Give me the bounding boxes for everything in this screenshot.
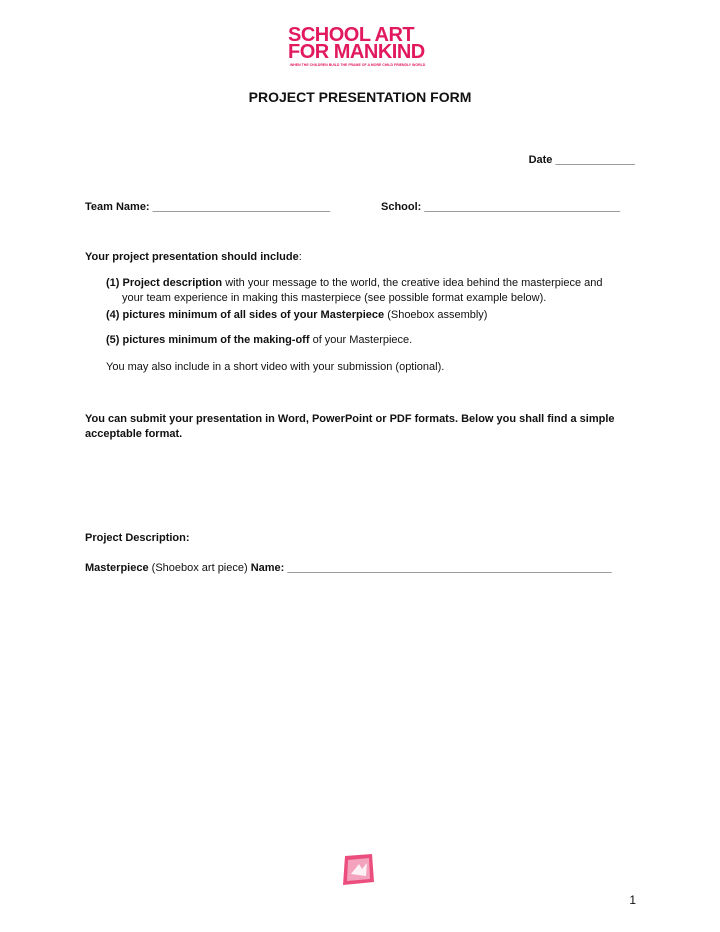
emblem-icon (339, 852, 377, 888)
item5-bold: (5) pictures minimum of the making-off (106, 334, 310, 346)
item5-text: of your Masterpiece. (309, 334, 413, 346)
submit-note-line-2: acceptable format. (85, 428, 183, 440)
masterpiece-label: Masterpiece (85, 562, 149, 574)
item1-text-b: your team experience in making this masterpiece (see possible format example below). (122, 292, 547, 304)
masterpiece-name-line (85, 561, 612, 576)
item4-text: (Shoebox assembly) (384, 309, 488, 321)
include-heading-text: Your project presentation should include (85, 251, 299, 263)
item1-text-a: with your message to the world, the creative idea behind the masterpiece and (222, 277, 603, 289)
masterpiece-subtitle: (Shoebox art piece) (148, 562, 251, 574)
list-item-pictures-sides (106, 308, 487, 323)
page-title: PROJECT PRESENTATION FORM (248, 89, 472, 105)
logo-tagline: WHEN THE CHILDREN BUILD THE FRAME OF A MORE CHILD FRIENDLY WORLD (290, 63, 426, 67)
list-item-project-description (106, 276, 636, 306)
date-field[interactable]: Date _____________ (528, 154, 635, 166)
footer-emblem-logo (339, 852, 377, 888)
school-art-for-mankind-logo (288, 25, 438, 69)
page-number: 1 (629, 893, 636, 907)
video-note: You may also include in a short video with your submission (optional). (106, 361, 445, 373)
school-field[interactable]: School: ________________________________ (381, 201, 621, 213)
project-description-label: Project Description: (85, 532, 190, 544)
submit-note-line-1: You can submit your presentation in Word, PowerPoint or PDF formats. Below you shall find a simple (85, 413, 615, 425)
include-heading-colon: : (298, 251, 302, 263)
list-item-pictures-making-off (106, 333, 412, 348)
include-heading (85, 250, 302, 265)
logo-line-2: FOR MANKIND (288, 41, 425, 63)
team-name-field[interactable]: Team Name: _____________________________ (85, 201, 331, 213)
item4-bold: (4) pictures minimum of all sides of your Masterpiece (106, 309, 385, 321)
logo-line-1: SCHOOL ART (288, 24, 415, 46)
item1-bold: (1) Project description (106, 277, 223, 289)
masterpiece-name-field[interactable]: Name: _____________________________________________________ (250, 562, 612, 574)
submit-note (85, 412, 625, 442)
